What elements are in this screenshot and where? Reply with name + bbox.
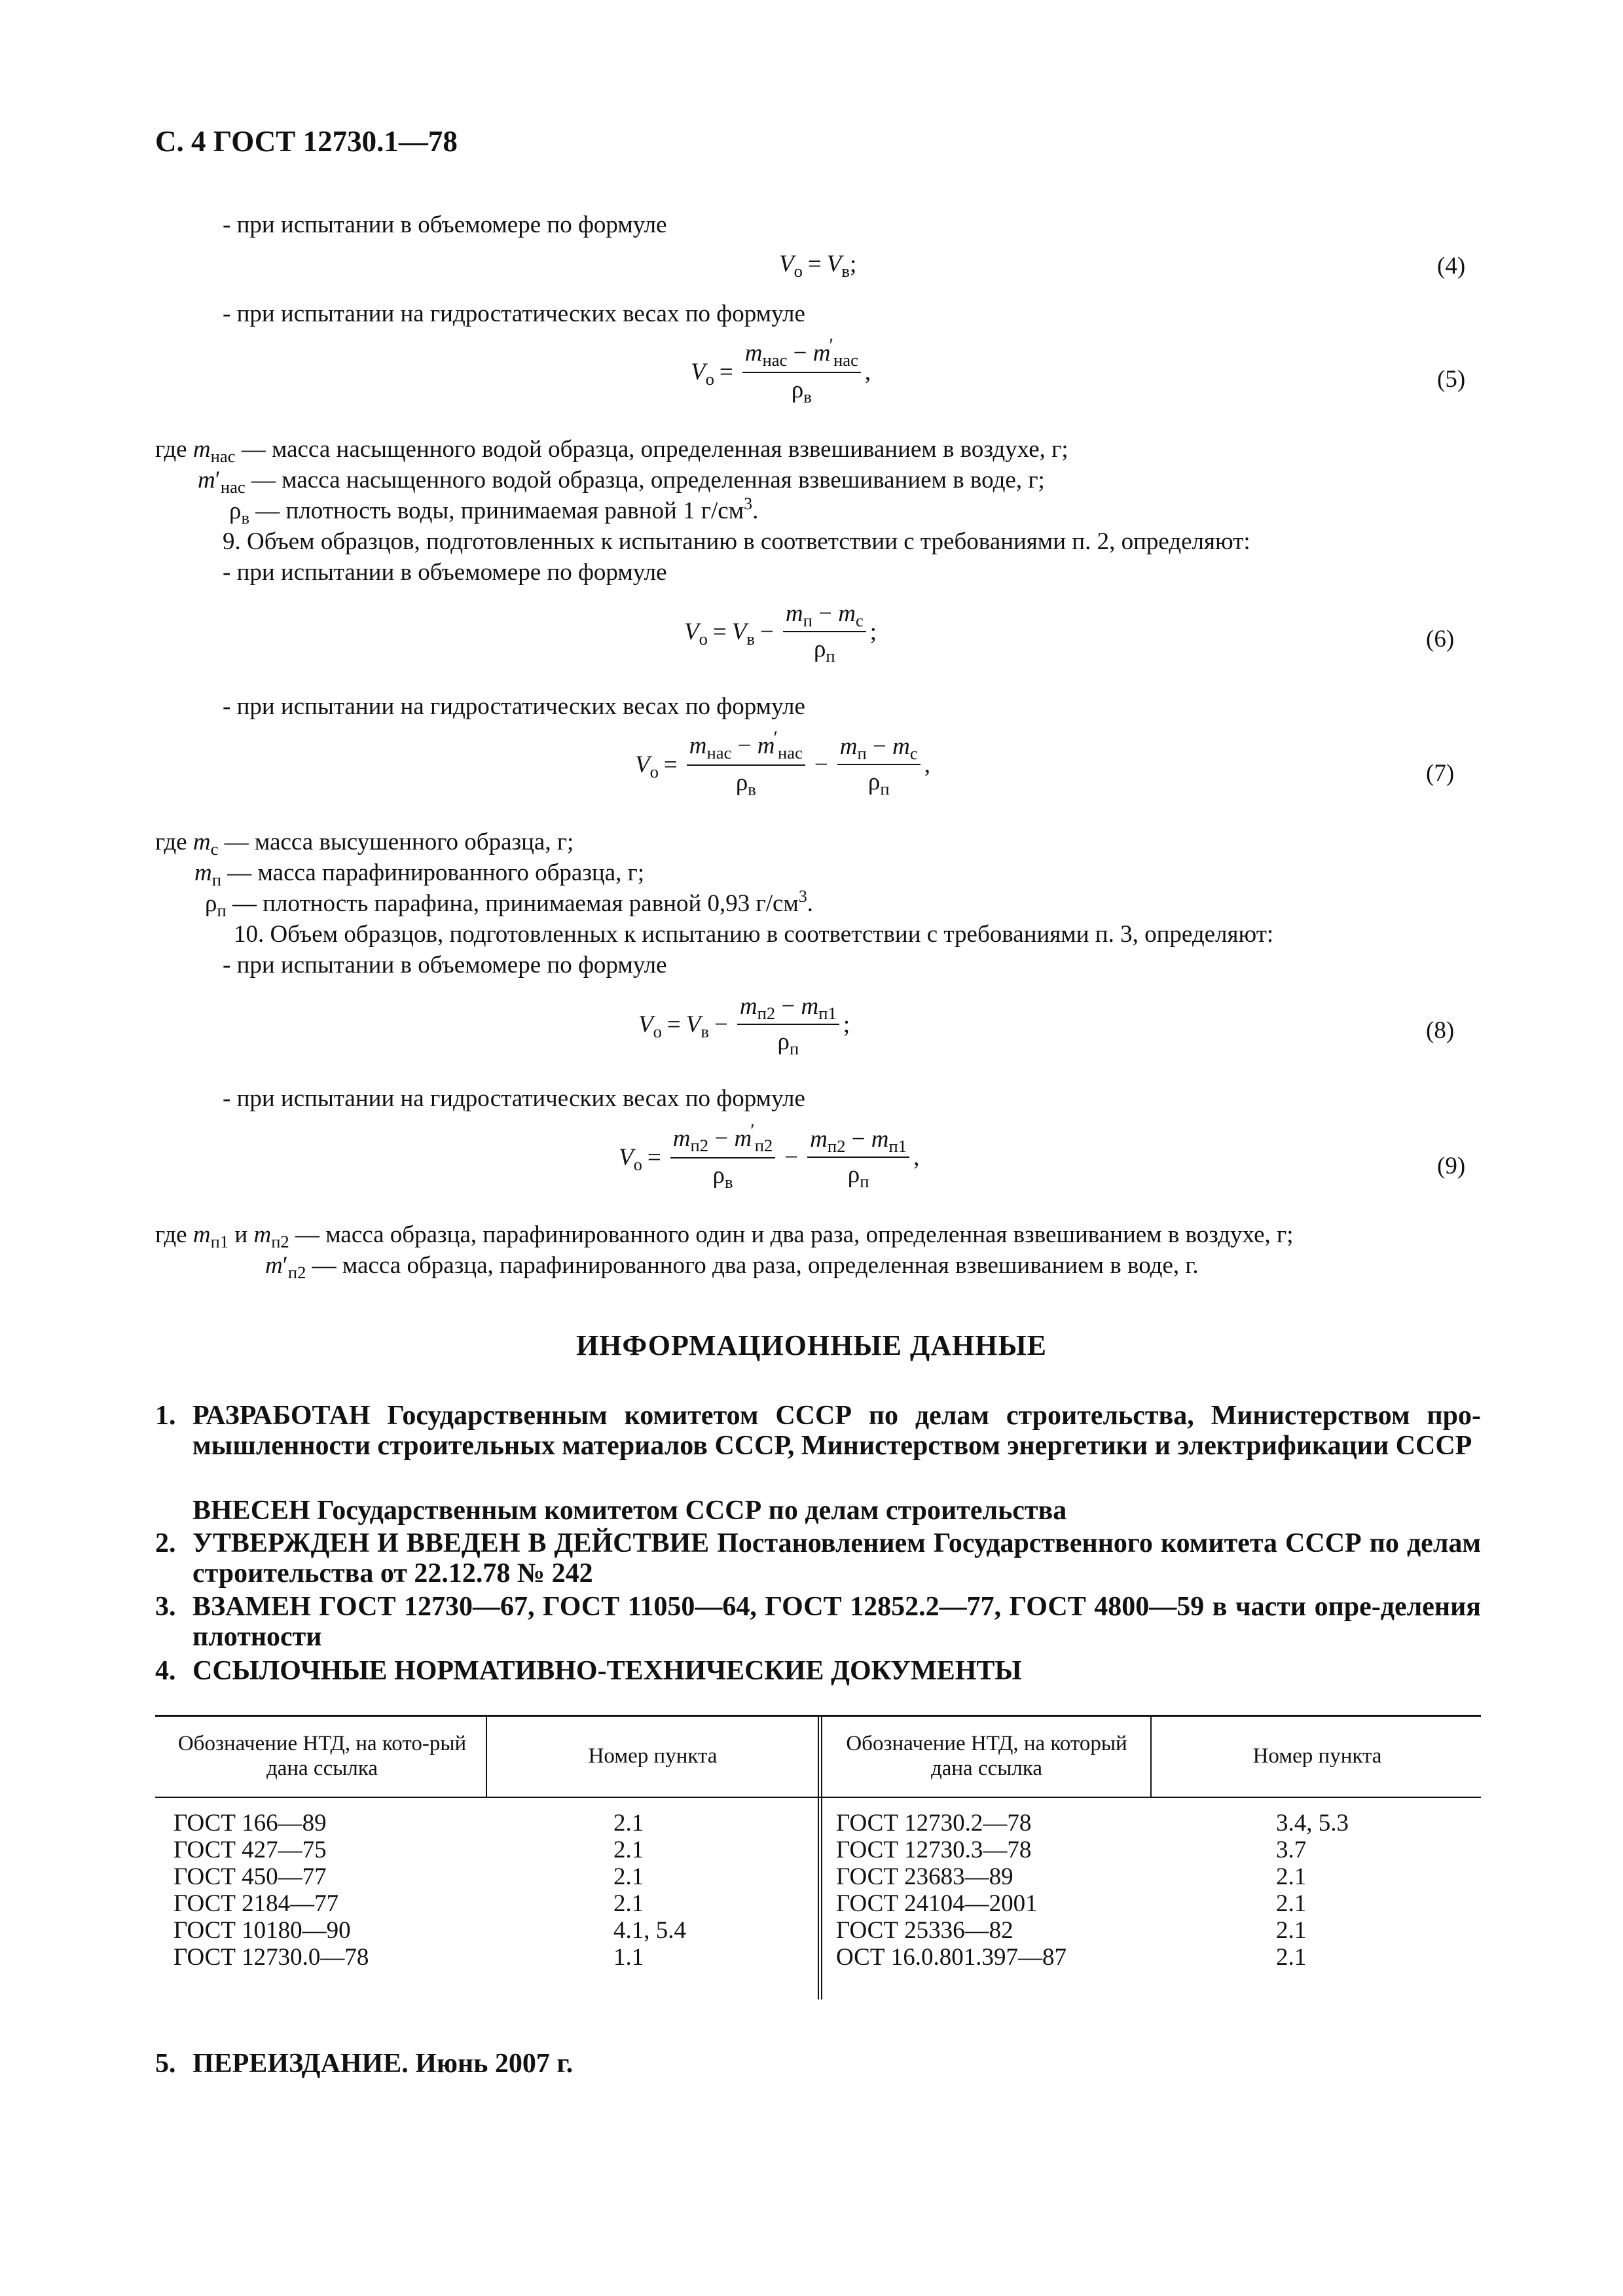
table-cell: ГОСТ 25336—82 <box>836 1917 1013 1944</box>
table-header: Номер пункта <box>1252 1744 1382 1768</box>
equation-number: (5) <box>1437 366 1466 393</box>
formula-9: $V_о$ = $\frac{m_{п2} - m'_{п2}}{\rho_в}$ − $\frac{m_{п2} - m_{п1}}{\rho_п}$ , <box>619 1121 920 1192</box>
equation-number: (8) <box>1426 1017 1455 1044</box>
table-cell: ГОСТ 12730.0—78 <box>173 1944 369 1971</box>
table-header: Обозначение НТД, на который дана ссылка <box>846 1731 1127 1780</box>
table-cell: ГОСТ 12730.3—78 <box>836 1837 1032 1863</box>
table-cell: ГОСТ 166—89 <box>173 1810 327 1837</box>
table-cell: 2.1 <box>1276 1944 1307 1971</box>
table-cell: ГОСТ 2184—77 <box>173 1890 339 1917</box>
paragraph-9: 9. Объем образцов, подготовленных к испытанию в соответствии с требованиями п. 2, определяют: <box>223 528 1250 555</box>
equation-number: (7) <box>1426 760 1455 787</box>
formula-6: $V_о$ = $V_в$ − $\frac{m_п - m_с}{\rho_п}$ ; <box>684 600 877 666</box>
table-cell: 1.1 <box>613 1944 644 1971</box>
table-header: Обозначение НТД, на кото-рый дана ссылка <box>177 1731 467 1780</box>
where-line: $\rho_в$ — плотность воды, принимаемая равной 1 $г/см^3$. <box>229 493 759 528</box>
text-line: - при испытании на гидростатических весах по формуле <box>223 1085 805 1112</box>
info-item-2: 2. УТВЕРЖДЕН И ВВЕДЕН В ДЕЙСТВИЕ Постановлением Государственного комитета СССР по делам строительства от 22.12.78 № 242 <box>155 1528 1481 1588</box>
where-line: $m'_{нас}$ — масса насыщенного водой образца, определенная взвешиванием в воде, г; <box>198 467 1045 497</box>
equation-number: (6) <box>1426 626 1455 653</box>
where-line: $m_п$ — масса парафинированного образца, г; <box>194 859 645 889</box>
equation-number: (4) <box>1437 253 1466 279</box>
text-line: - при испытании на гидростатических весах по формуле <box>223 693 805 720</box>
info-title: ИНФОРМАЦИОННЫЕ ДАННЫЕ <box>575 1329 1048 1361</box>
where-line: где $m_{п1}$ и $m_{п2}$ — масса образца, парафинированного один и два раза, определенная взвешиванием в воздухе, г; <box>155 1221 1294 1251</box>
document-page: С. 4 ГОСТ 12730.1—78 - при испытании в объемомере по формуле $V_о$ = $V_в$; (4) - при испытании на гидростатических весах по формуле $V_о$ = $\frac{m_{нас} - m'_{нас}}{\rho_в}$ , (5) где $m_{нас}$ — масса насыщенного водой образца, определенная взвешиванием в воздухе, г; $m'_{нас}$ — масса насыщенного водой образца, определенная взвешиванием в воде, г; $\rho_в$ — плотность воды, принимаемая равной 1 $г/см^3$. 9. Объем образцов, подготовленных к испытанию в соответствии с требованиями п. 2, определяют: - при испытании в объемомере по формуле $V_о$ = $V_в$ − $\frac{m_п - m_с}{\rho_п}$ ; (6) - при испытании на гидростатических весах по формуле $V_о$ = $\frac{m_{нас} - m'_{нас}}{\rho_в}$ − $\frac{m_п - m_с}{\rho_п}$ , (7) где $m_с$ — масса высушенного образца, г; $m_п$ — масса парафинированного образца, г; $\rho_п$ — плотность парафина, принимаемая равной 0,93 $г/см^3$. 10. Объем образцов, подготовленных к испытанию в соответствии с требованиями п. 3, определяют: - при испытании в объемомере по формуле $V_о$ = $V_в$ − $\frac{m_{п2} - m_{п1}}{\rho_п}$ ; (8) - при испытании на гидростатических весах по формуле $V_о$ = $\frac{m_{п2} - m'_{п2}}{\rho_в}$ − $\frac{m_{п2} - m_{п1}}{\rho_п}$ , (9) где $m_{п1}$ и $m_{п2}$ — масса образца, парафинированного один и два раза, определенная взвешиванием в воздухе, г; $m'_{п2}$ — масса образца, парафинированного два раза, определенная взвешиванием в воде, г. ИНФОРМАЦИОННЫЕ ДАННЫЕ 1. РАЗРАБОТАН Государственным комитетом СССР по делам строительства, Министерством про-мышленности строительных материалов СССР, Министерством энергетики и электрификации СССР ВНЕСЕН Государственным комитетом СССР по делам строительства 2. УТВЕРЖДЕН И ВВЕДЕН В ДЕЙСТВИЕ Постановлением Государственного комитета СССР по делам строительства от 22.12.78 № 242 3. ВЗАМЕН ГОСТ 12730—67, ГОСТ 11050—64, ГОСТ 12852.2—77, ГОСТ 4800—59 в части опре-деления плотности 4. ССЫЛОЧНЫЕ НОРМАТИВНО-ТЕХНИЧЕСКИЕ ДОКУМЕНТЫ Обозначение НТД, на кото-рый дана ссылка Номер пункта Обозначение НТД, на который дана ссылка Номер пункта ГОСТ 166—89 ГОСТ 427—75 ГОСТ 450—77 ГОСТ 2184—77 ГОСТ 10180—90 ГОСТ 12730.0—78 2.1 2.1 2.1 2.1 4.1, 5.4 1.1 ГОСТ 12730.2—78 ГОСТ 12730.3—78 ГОСТ 23683—89 ГОСТ 24104—2001 ГОСТ 25336—82 ОСТ 16.0.801.397—87 3.4, 5.3 3.7 2.1 2.1 2.1 2.1 5. ПЕРЕИЗДАНИЕ. Июнь 2007 г. <box>0 0 1623 2296</box>
table-cell: 3.4, 5.3 <box>1276 1810 1349 1837</box>
table-cell: ГОСТ 450—77 <box>173 1863 327 1890</box>
info-item-1: 1. РАЗРАБОТАН Государственным комитетом СССР по делам строительства, Министерством про-мышленности строительных материалов СССР, Министерством энергетики и электрификации СССР <box>155 1401 1481 1461</box>
table-cell: 2.1 <box>613 1863 644 1890</box>
page-header: С. 4 ГОСТ 12730.1—78 <box>155 125 458 158</box>
table-cell: 2.1 <box>613 1890 644 1917</box>
table-cell: ГОСТ 12730.2—78 <box>836 1810 1032 1837</box>
table-cell: ГОСТ 24104—2001 <box>836 1890 1038 1917</box>
table-header: Номер пункта <box>588 1744 718 1768</box>
table-cell: 4.1, 5.4 <box>613 1917 686 1944</box>
table-cell: ГОСТ 10180—90 <box>173 1917 351 1944</box>
table-cell: 2.1 <box>613 1810 644 1837</box>
table-cell: 3.7 <box>1276 1837 1307 1863</box>
table-cell: ОСТ 16.0.801.397—87 <box>836 1944 1067 1971</box>
text-line: - при испытании в объемомере по формуле <box>223 559 667 586</box>
table-cell: ГОСТ 427—75 <box>173 1837 327 1863</box>
where-line: $m'_{п2}$ — масса образца, парафинированного два раза, определенная взвешиванием в воде, г. <box>265 1252 1199 1282</box>
table-divider <box>486 1715 487 1797</box>
table-divider <box>1150 1715 1152 1797</box>
table-cell: 2.1 <box>1276 1863 1307 1890</box>
text-line: - при испытании в объемомере по формуле <box>223 952 667 978</box>
table-cell: 2.1 <box>1276 1890 1307 1917</box>
text-line: - при испытании в объемомере по формуле <box>223 211 667 238</box>
table-cell: 2.1 <box>613 1837 644 1863</box>
formula-7: $V_о$ = $\frac{m_{нас} - m'_{нас}}{\rho_в}$ − $\frac{m_п - m_с}{\rho_п}$ , <box>635 728 930 799</box>
table-cell: ГОСТ 23683—89 <box>836 1863 1013 1890</box>
table-divider <box>818 1715 822 2000</box>
formula-8: $V_о$ = $V_в$ − $\frac{m_{п2} - m_{п1}}{\rho_п}$ ; <box>638 993 850 1058</box>
where-line: где $m_{нас}$ — масса насыщенного водой образца, определенная взвешиванием в воздухе, г; <box>155 436 1068 466</box>
formula-4: $V_о$ = $V_в$; <box>779 251 857 281</box>
text-line: - при испытании на гидростатических весах по формуле <box>223 300 805 327</box>
table-cell: 2.1 <box>1276 1917 1307 1944</box>
equation-number: (9) <box>1437 1153 1466 1179</box>
where-line: $\rho_п$ — плотность парафина, принимаемая равной 0,93 $г/см^3$. <box>205 886 814 920</box>
formula-5: $V_о$ = $\frac{m_{нас} - m'_{нас}}{\rho_в}$ , <box>691 335 871 406</box>
paragraph-10: 10. Объем образцов, подготовленных к испытанию в соответствии с требованиями п. 3, определяют: <box>234 921 1274 948</box>
where-line: где $m_с$ — масса высушенного образца, г; <box>155 829 574 859</box>
info-item-3: 3. ВЗАМЕН ГОСТ 12730—67, ГОСТ 11050—64, ГОСТ 12852.2—77, ГОСТ 4800—59 в части опре-деления плотности <box>155 1592 1481 1652</box>
references-table <box>155 1715 1481 2000</box>
